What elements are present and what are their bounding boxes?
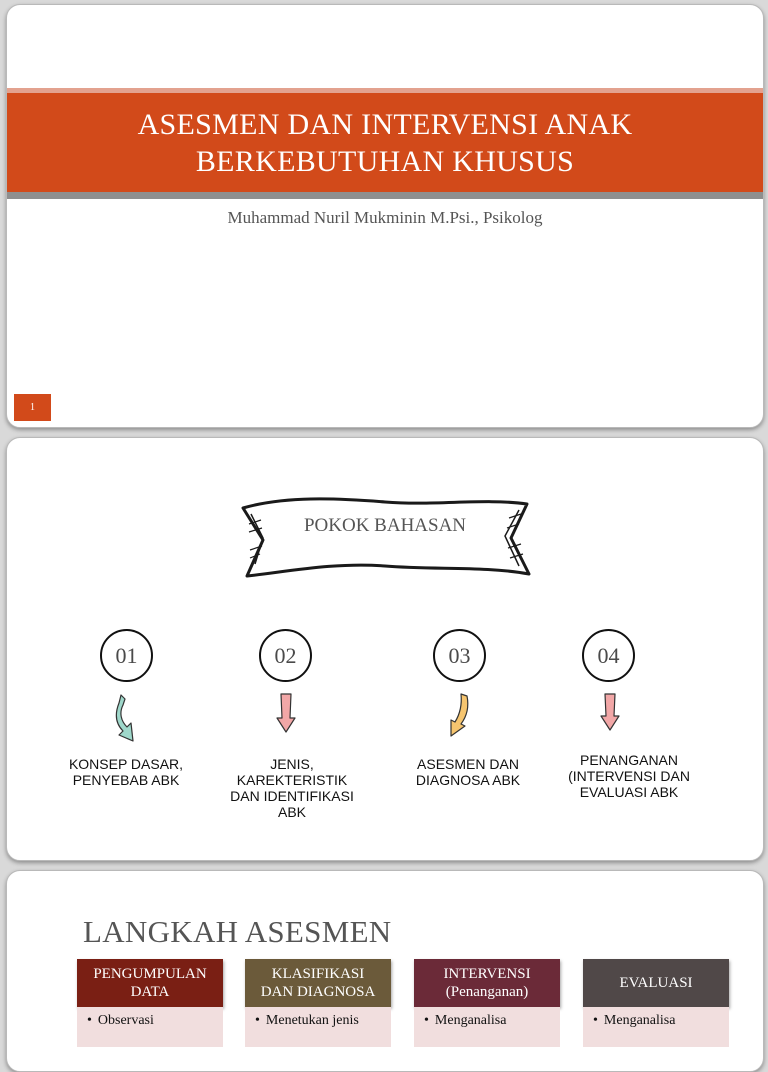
step-header-line: (Penanganan) [445,984,529,1000]
topic-label-03 [403,756,533,788]
topic-number-04: 04 [582,629,635,682]
step-bullet-text: Observasi [97,1013,154,1028]
step-header-line: DATA [130,984,170,1000]
step-header-pengumpulan-data [77,959,223,1007]
topic-label-line: KAREKTERISTIK [236,772,348,788]
topic-label-01 [57,756,195,788]
topic-label-line: DIAGNOSA ABK [415,772,521,788]
slide-2[interactable] [6,437,764,861]
step-body-klasifikasi [245,1007,391,1047]
bullet-icon: • [593,1013,598,1028]
topic-label-04 [559,752,699,800]
arrow-down-icon [600,692,620,732]
topic-label-line: EVALUASI ABK [579,784,679,800]
slide-title-line-1: ASESMEN DAN INTERVENSI ANAK [137,107,633,141]
slide-title [138,106,633,180]
bullet-icon: • [255,1013,260,1028]
curved-arrow-down-icon [447,692,471,738]
slide-1[interactable] [6,4,764,428]
step-body-evaluasi [583,1007,729,1047]
topic-label-line: (INTERVENSI DAN [568,768,690,784]
curved-arrow-down-icon [115,693,137,743]
step-header-evaluasi [583,959,729,1007]
slide-number-badge: 1 [14,394,51,421]
slide-heading: LANGKAH ASESMEN [83,914,392,949]
step-header-line: PENGUMPULAN [93,966,207,982]
topic-label-line: DAN IDENTIFIKASI [230,788,354,804]
topic-label-line: JENIS, [270,756,314,772]
topic-label-line: ASESMEN DAN [417,756,519,772]
topic-label-line: PENYEBAB ABK [72,772,180,788]
step-header-line: EVALUASI [619,975,693,991]
topic-number-02: 02 [259,629,312,682]
step-header-line: DAN DIAGNOSA [260,984,376,1000]
step-header-intervensi [414,959,560,1007]
step-header-line: KLASIFIKASI [271,966,365,982]
topic-label-line: KONSEP DASAR, [68,756,184,772]
slide-3[interactable] [6,870,764,1072]
title-band-bottom-line [7,192,763,199]
step-body-intervensi [414,1007,560,1047]
topic-label-line: ABK [277,804,306,820]
arrow-down-icon [276,692,296,734]
banner-title: POKOK BAHASAN [303,515,467,536]
step-bullet-text: Menganalisa [603,1013,676,1028]
topic-label-02 [217,756,367,820]
step-bullet-text: Menetukan jenis [265,1013,359,1028]
bullet-icon: • [87,1013,92,1028]
step-header-klasifikasi [245,959,391,1007]
step-bullet-text: Menganalisa [434,1013,507,1028]
author-subtitle: Muhammad Nuril Mukminin M.Psi., Psikolog [227,208,543,227]
step-header-line: INTERVENSI [443,966,531,982]
title-band [7,93,763,192]
topic-number-01: 01 [100,629,153,682]
topic-number-03: 03 [433,629,486,682]
topic-label-line: PENANGANAN [579,752,679,768]
step-body-pengumpulan-data [77,1007,223,1047]
ribbon-banner-icon [235,494,535,580]
bullet-icon: • [424,1013,429,1028]
slide-title-line-2: BERKEBUTUHAN KHUSUS [195,144,575,178]
